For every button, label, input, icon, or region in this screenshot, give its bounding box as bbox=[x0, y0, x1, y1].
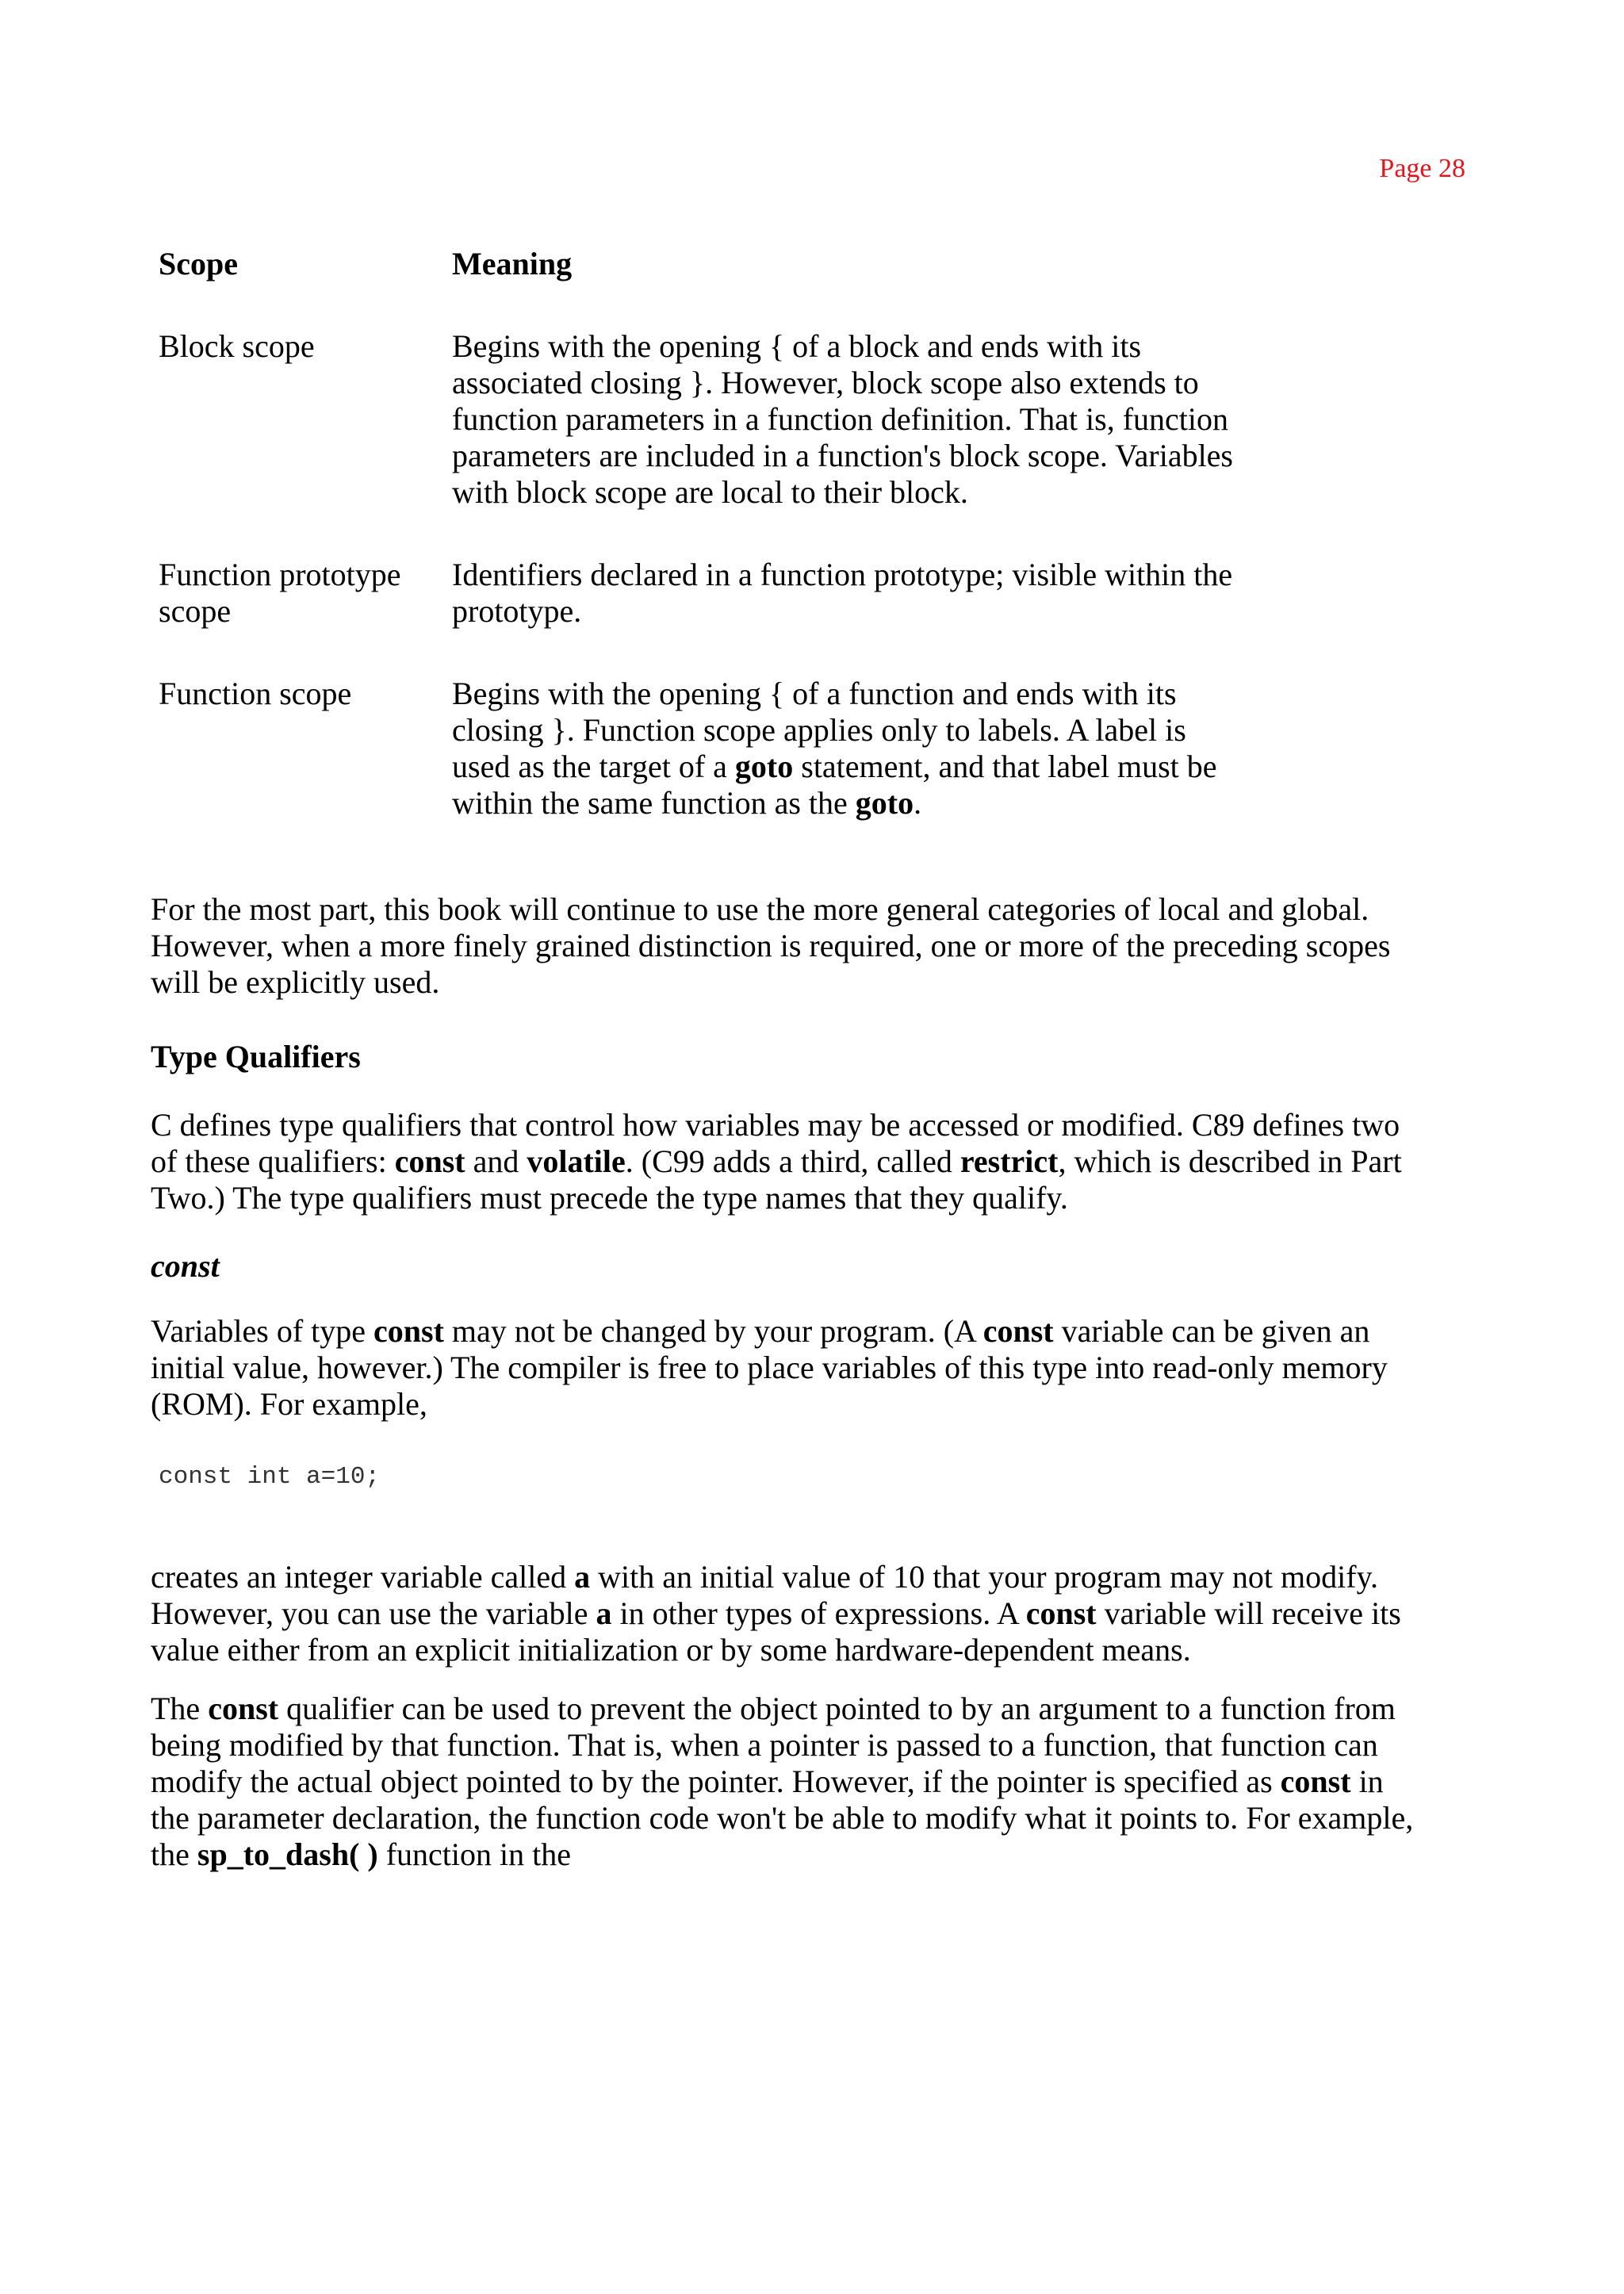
intro-paragraph bbox=[151, 891, 1471, 1001]
meaning-line bbox=[452, 749, 1293, 785]
keyword-const: const bbox=[208, 1691, 279, 1726]
keyword-const: const bbox=[373, 1313, 444, 1349]
text-run: statement, and that label must be bbox=[793, 749, 1217, 784]
meaning-line: Identifiers declared in a function prototype; visible within the bbox=[452, 557, 1233, 592]
scope-meaning bbox=[452, 676, 1293, 821]
meaning-line: Begins with the opening { of a function and ends with its bbox=[452, 676, 1177, 711]
paragraph-line bbox=[151, 1559, 1471, 1595]
text-run: , which is described in Part bbox=[1058, 1143, 1402, 1179]
text-run: The bbox=[151, 1691, 209, 1726]
scope-term bbox=[159, 676, 452, 821]
text-run: However, you can use the variable bbox=[151, 1595, 596, 1631]
scope-row-function-prototype bbox=[159, 557, 1285, 630]
meaning-line bbox=[452, 785, 1293, 821]
scope-term bbox=[159, 557, 452, 630]
code-sample: const int a=10; bbox=[159, 1463, 381, 1491]
subsection-heading-const: const bbox=[151, 1248, 220, 1284]
page-number: Page 28 bbox=[1379, 154, 1465, 183]
scope-term-line: Function prototype bbox=[159, 557, 401, 592]
paragraph-line bbox=[151, 1595, 1471, 1632]
text-run: creates an integer variable called bbox=[151, 1559, 575, 1595]
scope-term bbox=[159, 328, 452, 511]
text-run: Variables of type bbox=[151, 1313, 374, 1349]
text-run: . bbox=[914, 785, 922, 821]
text-run: function in the bbox=[377, 1836, 571, 1872]
text-run: modify the actual object pointed to by the pointer. However, if the pointer is specified as bbox=[151, 1764, 1281, 1799]
meaning-line: closing }. Function scope applies only to labels. A label is bbox=[452, 712, 1186, 748]
meaning-line: Begins with the opening { of a block and ends with its bbox=[452, 328, 1142, 364]
scope-table-header bbox=[159, 246, 1285, 282]
paragraph-line: the parameter declaration, the function code won't be able to modify what it points to. For example, bbox=[151, 1800, 1414, 1836]
text-run: in other types of expressions. A bbox=[611, 1595, 1026, 1631]
paragraph-line: value either from an explicit initialization or by some hardware-dependent means. bbox=[151, 1632, 1191, 1668]
scope-meaning bbox=[452, 328, 1293, 511]
paragraph-line bbox=[151, 1836, 1471, 1873]
paragraph-line: will be explicitly used. bbox=[151, 964, 440, 1000]
keyword-const: const bbox=[394, 1143, 465, 1179]
const-paragraph-2 bbox=[151, 1559, 1471, 1668]
keyword-a: a bbox=[574, 1559, 591, 1595]
text-run: in bbox=[1350, 1764, 1384, 1799]
meaning-line: function parameters in a function definition. That is, function bbox=[452, 401, 1229, 437]
const-paragraph-3 bbox=[151, 1691, 1471, 1873]
scope-term-line: scope bbox=[159, 593, 232, 629]
keyword-const: const bbox=[1025, 1595, 1097, 1631]
paragraph-line: (ROM). For example, bbox=[151, 1386, 427, 1422]
meaning-line: with block scope are local to their block. bbox=[452, 474, 968, 510]
paragraph-line: initial value, however.) The compiler is free to place variables of this type into read-only memory bbox=[151, 1350, 1388, 1385]
text-run: used as the target of a bbox=[452, 749, 735, 784]
keyword-restrict: restrict bbox=[959, 1143, 1059, 1179]
keyword-a: a bbox=[596, 1595, 612, 1631]
header-meaning: Meaning bbox=[452, 246, 573, 281]
scope-row-block bbox=[159, 328, 1285, 511]
text-run: may not be changed by your program. (A bbox=[443, 1313, 983, 1349]
const-paragraph-1 bbox=[151, 1313, 1471, 1423]
paragraph-line: However, when a more finely grained distinction is required, one or more of the preceding scopes bbox=[151, 928, 1391, 963]
text-run: within the same function as the bbox=[452, 785, 856, 821]
meaning-line: prototype. bbox=[452, 593, 582, 629]
header-scope: Scope bbox=[159, 246, 238, 281]
keyword-volatile: volatile bbox=[527, 1143, 626, 1179]
paragraph-line: For the most part, this book will continue to use the more general categories of local and global. bbox=[151, 891, 1369, 927]
text-run: the bbox=[151, 1836, 197, 1872]
text-run: . (C99 adds a third, called bbox=[625, 1143, 960, 1179]
keyword-goto: goto bbox=[734, 749, 794, 784]
section-heading-type-qualifiers: Type Qualifiers bbox=[151, 1039, 361, 1074]
text-run: variable can be given an bbox=[1053, 1313, 1370, 1349]
keyword-goto: goto bbox=[855, 785, 914, 821]
keyword-const: const bbox=[1280, 1764, 1351, 1799]
scope-row-function bbox=[159, 676, 1285, 821]
meaning-line: parameters are included in a function's block scope. Variables bbox=[452, 438, 1233, 473]
scope-term-line: Function scope bbox=[159, 676, 352, 711]
type-qualifiers-paragraph bbox=[151, 1107, 1471, 1216]
paragraph-line: Two.) The type qualifiers must precede the type names that they qualify. bbox=[151, 1180, 1068, 1216]
keyword-sp-to-dash: sp_to_dash( ) bbox=[197, 1836, 378, 1872]
paragraph-line: C defines type qualifiers that control how variables may be accessed or modified. C89 defines two bbox=[151, 1107, 1400, 1143]
scope-table bbox=[159, 246, 1285, 821]
text-run: qualifier can be used to prevent the object pointed to by an argument to a function from bbox=[278, 1691, 1396, 1726]
paragraph-line bbox=[151, 1764, 1471, 1800]
paragraph-line bbox=[151, 1143, 1471, 1180]
paragraph-line bbox=[151, 1691, 1471, 1727]
text-run: and bbox=[465, 1143, 527, 1179]
scope-term-line: Block scope bbox=[159, 328, 315, 364]
meaning-line: associated closing }. However, block scope also extends to bbox=[452, 365, 1199, 400]
scope-meaning bbox=[452, 557, 1293, 630]
text-run: with an initial value of 10 that your program may not modify. bbox=[590, 1559, 1378, 1595]
text-run: variable will receive its bbox=[1096, 1595, 1401, 1631]
paragraph-line: being modified by that function. That is, when a pointer is passed to a function, that function can bbox=[151, 1727, 1378, 1763]
text-run: of these qualifiers: bbox=[151, 1143, 395, 1179]
keyword-const: const bbox=[982, 1313, 1054, 1349]
paragraph-line bbox=[151, 1313, 1471, 1350]
